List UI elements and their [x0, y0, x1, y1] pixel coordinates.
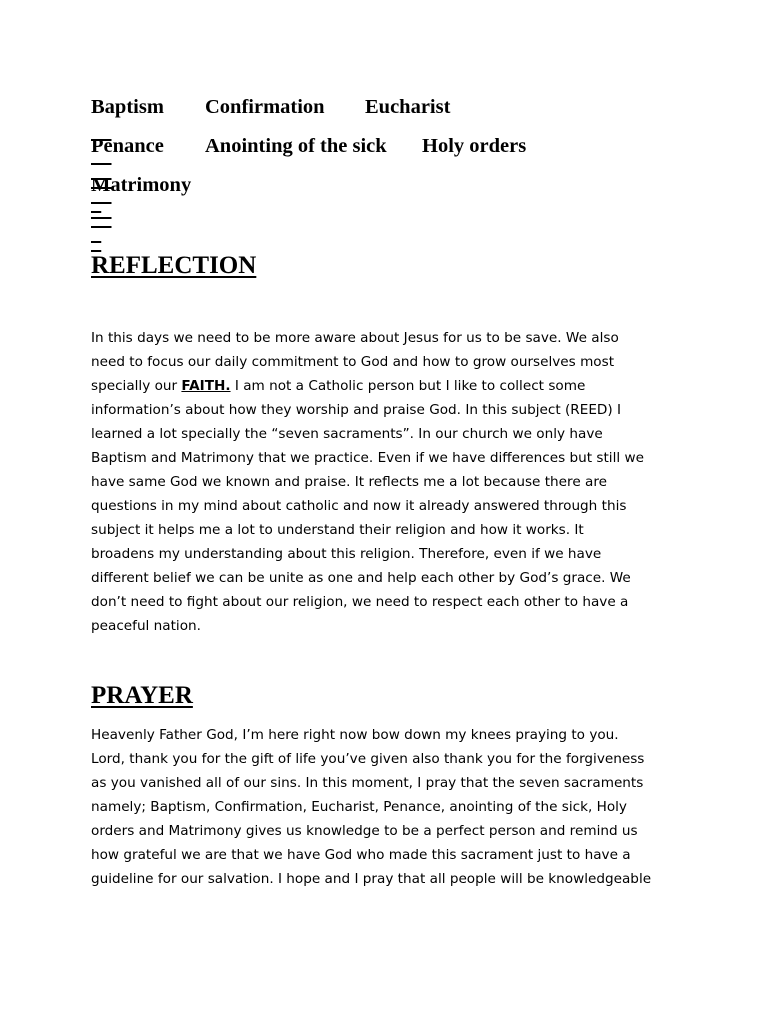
prayer-paragraph [91, 723, 691, 891]
reflection-line: have same God we known and praise. It reflects me a lot because there are [91, 474, 607, 490]
reflection-line: don’t need to fight about our religion, we need to respect each other to have a [91, 594, 629, 610]
sacrament-holy-orders: Holy orders [422, 135, 527, 157]
reflection-line: subject it helps me a lot to understand their religion and how it works. It [91, 522, 584, 538]
reflection-line: In this days we need to be more aware about Jesus for us to be save. We also [91, 330, 619, 346]
prayer-line: namely; Baptism, Confirmation, Eucharist, Penance, anointing of the sick, Holy [91, 799, 627, 815]
reflection-heading: REFLECTION [91, 252, 257, 279]
reflection-line-faith [91, 374, 691, 398]
prayer-line: Lord, thank you for the gift of life you’ve given also thank you for the forgiveness [91, 751, 645, 767]
sacrament-eucharist: Eucharist [365, 96, 451, 118]
faith-emphasis: FAITH. [181, 378, 231, 394]
reflection-line: need to focus our daily commitment to God and how to grow ourselves most [91, 354, 615, 370]
reflection-text: I am not a Catholic person but I like to collect some [230, 378, 586, 394]
sacrament-baptism: Baptism [91, 96, 164, 118]
prayer-line: as you vanished all of our sins. In this moment, I pray that the seven sacraments [91, 775, 644, 791]
reflection-text: specially our [91, 378, 182, 394]
sacraments-row-3 [91, 173, 192, 245]
reflection-line: questions in my mind about catholic and now it already answered through this [91, 498, 627, 514]
sacrament-confirmation: Confirmation [205, 96, 325, 118]
reflection-line: information’s about how they worship and praise God. In this subject (REED) I [91, 402, 622, 418]
reflection-line: different belief we can be unite as one and help each other by God’s grace. We [91, 570, 631, 586]
prayer-line: orders and Matrimony gives us knowledge to be a perfect person and remind us [91, 823, 638, 839]
reflection-line: Baptism and Matrimony that we practice. Even if we have differences but still we [91, 450, 644, 466]
prayer-heading: PRAYER [91, 682, 193, 709]
reflection-line: broadens my understanding about this religion. Therefore, even if we have [91, 546, 602, 562]
prayer-line: guideline for our salvation. I hope and I pray that all people will be knowledgeable [91, 871, 652, 887]
sacrament-matrimony: Matrimony [91, 174, 192, 196]
prayer-line: how grateful we are that we have God who made this sacrament just to have a [91, 847, 631, 863]
sacrament-penance: Penance [91, 135, 164, 157]
prayer-line: Heavenly Father God, I’m here right now bow down my knees praying to you. [91, 727, 619, 743]
reflection-line: peaceful nation. [91, 618, 201, 634]
reflection-paragraph [91, 326, 691, 638]
sacrament-anointing: Anointing of the sick [205, 135, 387, 157]
reflection-line: learned a lot specially the “seven sacraments”. In our church we only have [91, 426, 603, 442]
